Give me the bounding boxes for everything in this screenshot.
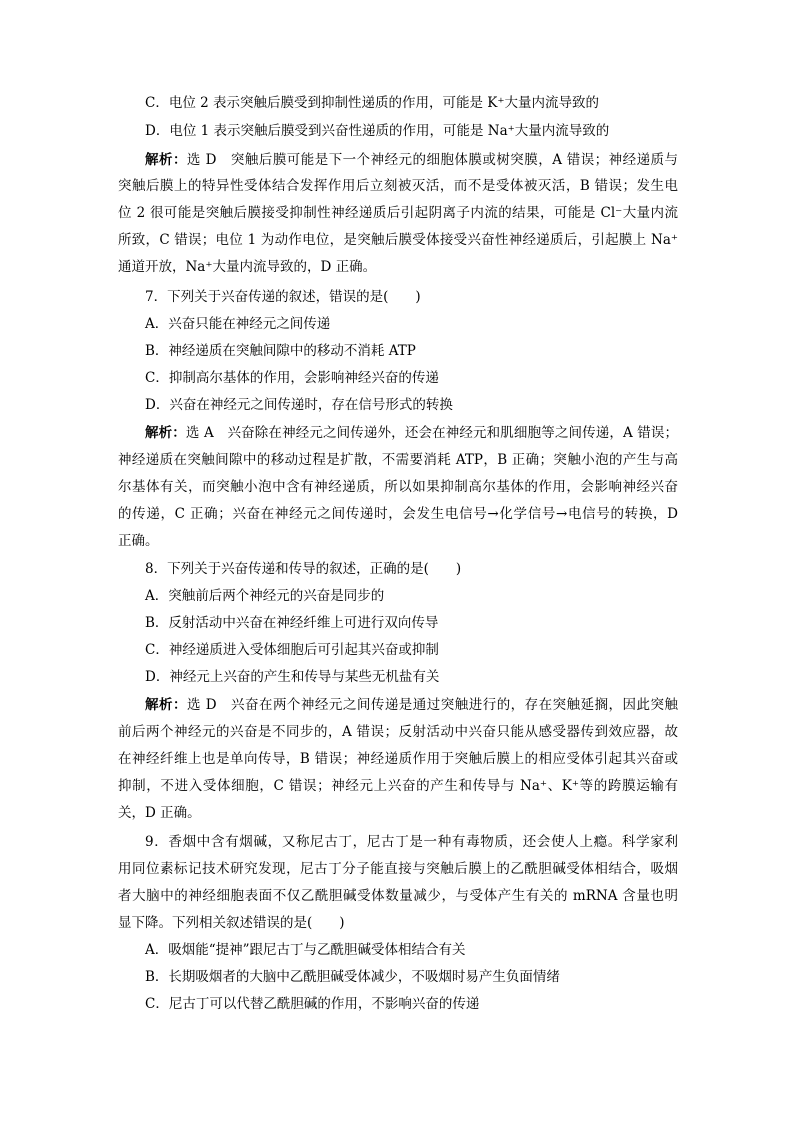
q8-analysis-line-2: 前后两个神经元的兴奋是不同步的，A 错误；反射活动中兴奋只能从感受器传到效应器，故 (118, 724, 678, 740)
q7-analysis-line-2: 神经递质在突触间隙中的移动过程是扩散，不需要消耗 ATP，B 正确；突触小泡的产生与高 (118, 452, 678, 468)
q9-stem-line-2: 用同位素标记技术研究发现，尼古丁分子能直接与突触后膜上的乙酰胆碱受体相结合，吸烟 (118, 861, 678, 877)
q7-analysis-line-3: 尔基体有关，而突触小泡中含有神经递质，所以如果抑制高尔基体的作用，会影响神经兴奋 (118, 479, 678, 495)
q7-analysis-line-5: 正确。 (118, 533, 159, 549)
q9-stem-line-3: 者大脑中的神经细胞表面不仅乙酰胆碱受体数量减少，与受体产生有关的 mRNA 含量也明 (118, 888, 678, 904)
prev-analysis-line-4: 所致，C 错误；电位 1 为动作电位，是突触后膜受体接受兴奋性神经递质后，引起膜上 Na⁺ (118, 232, 678, 248)
q9-option-b: B．长期吸烟者的大脑中乙酰胆碱受体减少，不吸烟时易产生负面情绪 (145, 969, 560, 985)
q8-option-b: B．反射活动中兴奋在神经纤维上可进行双向传导 (145, 615, 439, 631)
q7-analysis-line-1: 解析：选 A 兴奋除在神经元之间传递外，还会在神经元和肌细胞等之间传递，A 错误； (145, 425, 678, 441)
q9-stem-line-4: 显下降。下列相关叙述错误的是( ) (118, 915, 345, 931)
q8-analysis-line-1: 解析：选 D 兴奋在两个神经元之间传递是通过突触进行的，存在突触延搁，因此突触 (145, 697, 678, 713)
prev-option-c: C．电位 2 表示突触后膜受到抑制性递质的作用，可能是 K⁺大量内流导致的 (145, 95, 600, 111)
analysis-label: 解析： (145, 697, 187, 713)
q7-stem: 7．下列关于兴奋传递的叙述，错误的是( ) (145, 289, 421, 305)
prev-analysis-line-2: 突触后膜上的特异性受体结合发挥作用后立刻被灭活，而不是受体被灭活，B 错误；发生电 (118, 178, 678, 194)
prev-analysis-line-1: 解析：选 D 突触后膜可能是下一个神经元的细胞体膜或树突膜，A 错误；神经递质与 (145, 152, 679, 168)
q7-option-b: B．神经递质在突触间隙中的移动不消耗 ATP (145, 343, 416, 359)
q8-option-c: C．神经递质进入受体细胞后可引起其兴奋或抑制 (145, 642, 439, 658)
prev-analysis-line-3: 位 2 很可能是突触后膜接受抑制性神经递质后引起阴离子内流的结果，可能是 Cl⁻大量内流 (118, 205, 678, 221)
q8-option-a: A．突触前后两个神经元的兴奋是同步的 (145, 588, 385, 604)
q9-option-a: A．吸烟能“提神”跟尼古丁与乙酰胆碱受体相结合有关 (145, 942, 466, 958)
prev-analysis-line-5: 通道开放，Na⁺大量内流导致的，D 正确。 (118, 259, 377, 275)
q8-stem: 8．下列关于兴奋传递和传导的叙述，正确的是( ) (145, 561, 462, 577)
q8-option-d: D．神经元上兴奋的产生和传导与某些无机盐有关 (145, 669, 440, 685)
q7-option-a: A．兴奋只能在神经元之间传递 (145, 316, 331, 332)
q7-option-c: C．抑制高尔基体的作用，会影响神经兴奋的传递 (145, 370, 439, 386)
q8-analysis-line-5: 关，D 正确。 (118, 805, 201, 821)
q9-option-c: C．尼古丁可以代替乙酰胆碱的作用，不影响兴奋的传递 (145, 996, 480, 1012)
q8-analysis-line-3: 在神经纤维上也是单向传导，B 错误；神经递质作用于突触后膜上的相应受体引起其兴奋或 (118, 751, 678, 767)
q8-analysis-line-4: 抑制，不进入受体细胞，C 错误；神经元上兴奋的产生和传导与 Na⁺、K⁺等的跨膜运输有 (118, 778, 678, 794)
analysis-label: 解析： (145, 152, 187, 168)
q7-analysis-line-4: 的传递，C 正确；兴奋在神经元之间传递时，会发生电信号→化学信号→电信号的转换，D (118, 506, 678, 522)
q9-stem-line-1: 9．香烟中含有烟碱，又称尼古丁，尼古丁是一种有毒物质，还会使人上瘾。科学家利 (145, 834, 678, 850)
analysis-label: 解析： (145, 425, 186, 441)
prev-option-d: D．电位 1 表示突触后膜受到兴奋性递质的作用，可能是 Na⁺大量内流导致的 (145, 123, 610, 139)
q7-option-d: D．兴奋在神经元之间传递时，存在信号形式的转换 (145, 397, 453, 413)
